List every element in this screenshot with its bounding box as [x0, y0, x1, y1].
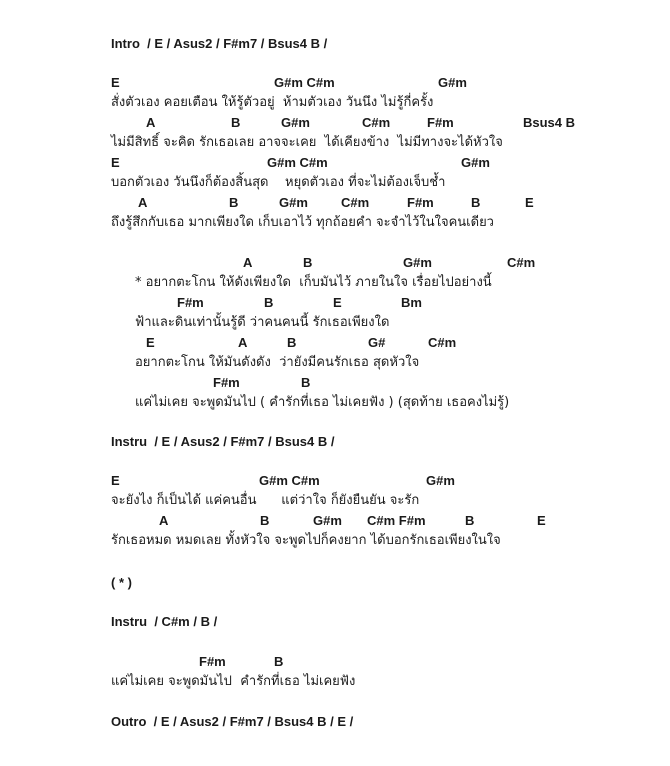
verse1-lyric-4: ถึงรู้สึกกับเธอ มากเพียงใด เก็บเอาไว้ ทุกถ้อยคำ จะจำไว้ในใจคนเดียว — [111, 215, 494, 230]
chord: E — [111, 473, 120, 488]
verse1-chord-row-2 — [111, 115, 591, 131]
outro-line: Outro / E / Asus2 / F#m7 / Bsus4 B / E / — [111, 714, 354, 729]
chord: G#m — [403, 255, 432, 270]
chord: F#m — [177, 295, 204, 310]
verse2-lyric-1: จะยังไง ก็เป็นได้ แค่คนอื่น แต่ว่าใจ ก็ยังยืนยัน จะรัก — [111, 493, 420, 508]
ending-lyric: แค่ไม่เคย จะพูดมันไป คำรักที่เธอ ไม่เคยฟัง — [111, 674, 356, 689]
verse2-lyric-2: รักเธอหมด หมดเลย ทั้งหัวใจ จะพูดไปก็คงยาก ได้บอกรักเธอเพียงในใจ — [111, 533, 501, 548]
chord: F#m — [199, 654, 226, 669]
chord: A — [238, 335, 248, 350]
verse2-chord-row-2 — [111, 513, 591, 529]
chord: B — [264, 295, 274, 310]
verse1-chord-row-4 — [111, 195, 591, 211]
chord: G#m — [438, 75, 467, 90]
chord: E — [537, 513, 546, 528]
chord: E — [111, 75, 120, 90]
verse1-lyric-1: สั่งตัวเอง คอยเตือน ให้รู้ตัวอยู่ ห้ามตัวเอง วันนึง ไม่รู้กี่ครั้ง — [111, 95, 434, 110]
chord: E — [525, 195, 534, 210]
chord: G#m — [461, 155, 490, 170]
chord: F#m — [213, 375, 240, 390]
chorus-chord-row-1 — [135, 255, 585, 271]
chorus-lyric-1: * อยากตะโกน ให้ดังเพียงใด เก็บมันไว้ ภายในใจ เรื่อยไปอย่างนี้ — [135, 275, 492, 290]
chord: B — [287, 335, 297, 350]
chorus-chord-row-3 — [135, 335, 585, 351]
verse2-chord-row-1 — [111, 473, 591, 489]
chord: A — [243, 255, 253, 270]
intro-line: Intro / E / Asus2 / F#m7 / Bsus4 B / — [111, 36, 328, 51]
chord: G#m — [426, 473, 455, 488]
chord: A — [138, 195, 148, 210]
chord: B — [229, 195, 239, 210]
chord: G# — [368, 335, 386, 350]
chord: B — [274, 654, 284, 669]
chord: Bsus4 B — [523, 115, 576, 130]
verse1-chord-row-3 — [111, 155, 591, 171]
chord: Bm — [401, 295, 422, 310]
verse1-chord-row-1 — [111, 75, 591, 91]
chord: G#m — [279, 195, 308, 210]
verse1-lyric-3: บอกตัวเอง วันนึงก็ต้องสิ้นสุด หยุดตัวเอง ที่จะไม่ต้องเจ็บช้ำ — [111, 175, 446, 190]
chord: B — [260, 513, 270, 528]
chord: G#m C#m — [259, 473, 320, 488]
chord: G#m C#m — [274, 75, 335, 90]
repeat-chorus-marker: ( * ) — [111, 575, 132, 590]
chord: B — [303, 255, 313, 270]
chord: C#m F#m — [367, 513, 426, 528]
chord: A — [159, 513, 169, 528]
chord: G#m — [281, 115, 310, 130]
chord: A — [146, 115, 156, 130]
chord: B — [231, 115, 241, 130]
chord: G#m C#m — [267, 155, 328, 170]
chord: E — [333, 295, 342, 310]
chord: B — [471, 195, 481, 210]
chorus-lyric-2: ฟ้าและดินเท่านั้นรู้ดี ว่าคนคนนี้ รักเธอเพียงใด — [135, 315, 390, 330]
instru-line-1: Instru / E / Asus2 / F#m7 / Bsus4 B / — [111, 434, 335, 449]
verse1-lyric-2: ไม่มีสิทธิ์ จะคิด รักเธอเลย อาจจะเคย ได้เคียงข้าง ไม่มีทางจะได้หัวใจ — [111, 135, 503, 150]
chord: E — [146, 335, 155, 350]
chord: B — [301, 375, 311, 390]
chord: F#m — [407, 195, 434, 210]
chord: F#m — [427, 115, 454, 130]
chorus-chord-row-2 — [135, 295, 585, 311]
chord: C#m — [341, 195, 370, 210]
ending-chord-row — [111, 654, 591, 670]
chorus-chord-row-4 — [135, 375, 585, 391]
chord: C#m — [362, 115, 391, 130]
chord: B — [465, 513, 475, 528]
chord: E — [111, 155, 120, 170]
chorus-lyric-3: อยากตะโกน ให้มันดังดัง ว่ายังมีคนรักเธอ สุดหัวใจ — [135, 355, 420, 370]
instru-line-2: Instru / C#m / B / — [111, 614, 218, 629]
chord: C#m — [507, 255, 536, 270]
chord: G#m — [313, 513, 342, 528]
chord: C#m — [428, 335, 457, 350]
chorus-lyric-4: แค่ไม่เคย จะพูดมันไป ( คำรักที่เธอ ไม่เคยฟัง ) (สุดท้าย เธอคงไม่รู้) — [135, 395, 510, 410]
